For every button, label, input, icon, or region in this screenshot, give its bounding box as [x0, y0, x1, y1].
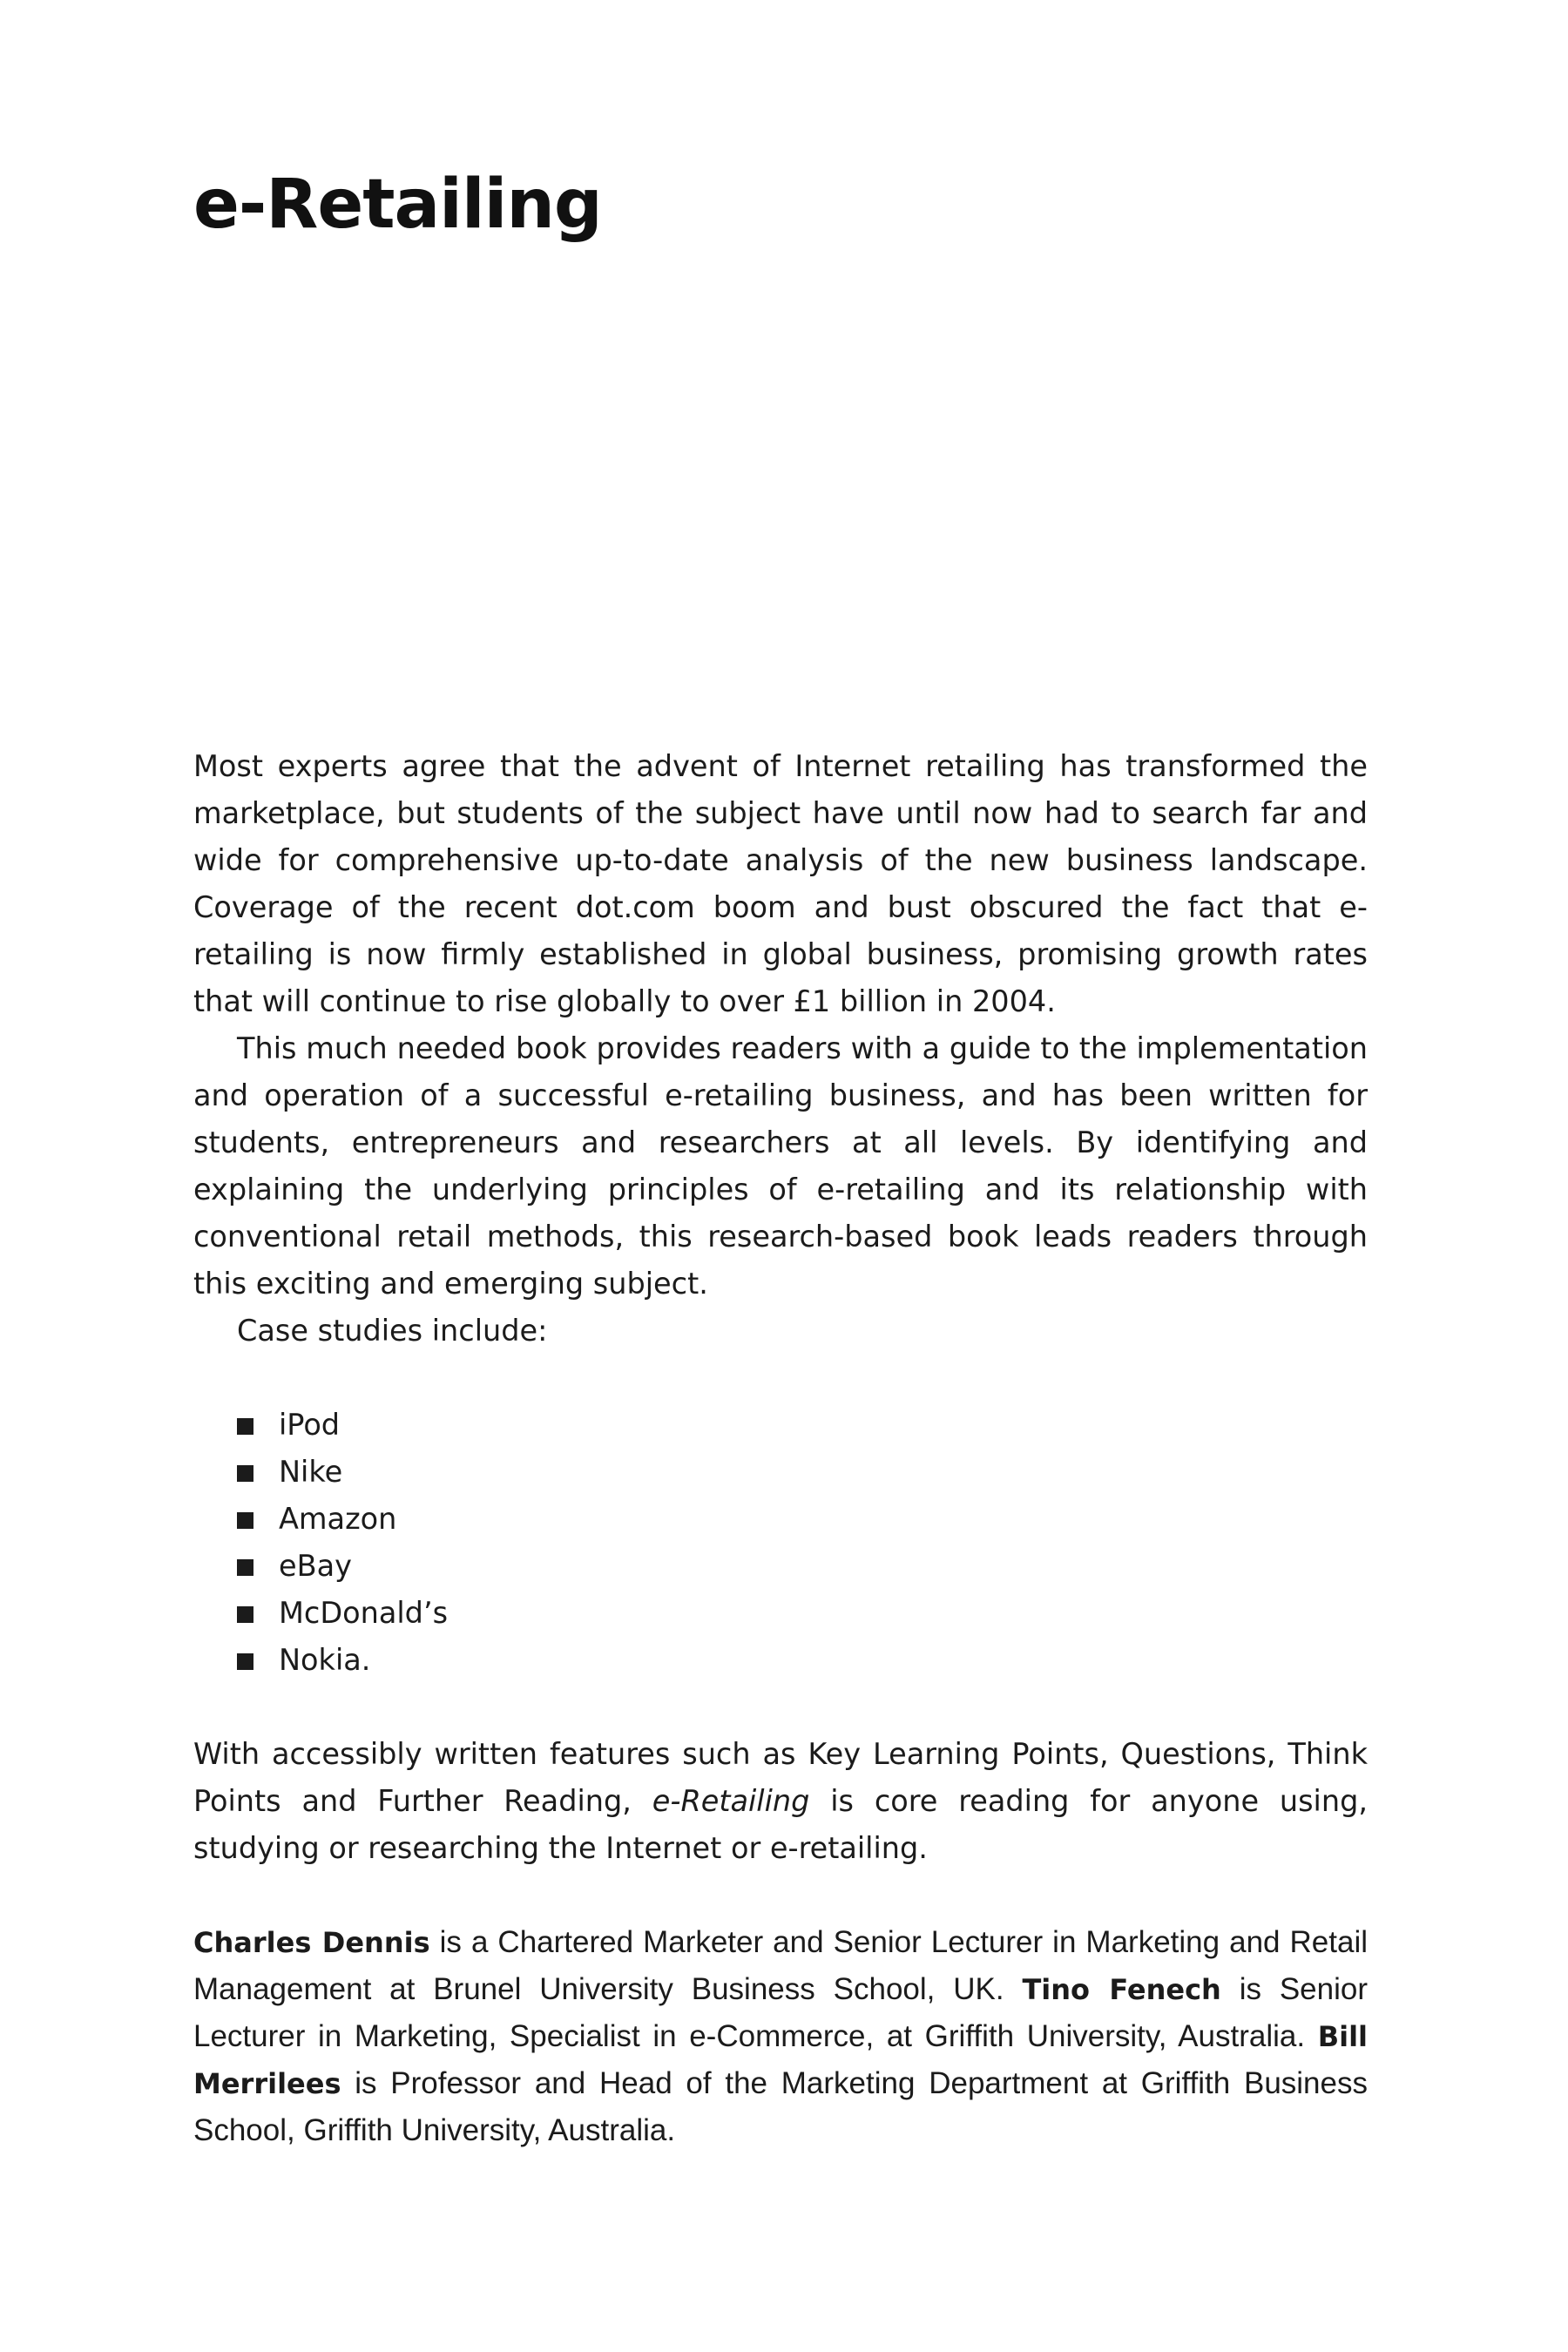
intro-paragraph-1: Most experts agree that the advent of Internet retailing has transformed the marketplace, but students of the subject have until now had to search far and wide for comprehensive up-to-date analysis of the new business landscape. Coverage of the recent dot.com boom and bust obscured the fact that e-retailing is now firmly established in global business, promising growth rates that will continue to rise globally to over £1 billion in 2004. [193, 749, 1368, 1018]
case-studies-list [237, 1402, 1368, 1684]
book-title-italic: e-Retailing [652, 1784, 810, 1818]
list-item: Nike [237, 1449, 1368, 1496]
page-title: e-Retailing [193, 166, 602, 244]
square-bullet-icon [237, 1559, 253, 1576]
author-name: Charles Dennis [193, 1926, 430, 1959]
list-item: Amazon [237, 1496, 1368, 1543]
square-bullet-icon [237, 1606, 253, 1623]
intro-paragraph-2: This much needed book provides readers with a guide to the implementation and operation of a successful e-retailing business, and has been written for students, entrepreneurs and researchers at all levels. By identifying and explaining the underlying principles of e-retailing and its relationship with conventional retail methods, this research-based book leads readers through this exciting and emerging subject. [193, 1031, 1368, 1301]
square-bullet-icon [237, 1653, 253, 1670]
list-item: Nokia. [237, 1637, 1368, 1684]
author-name: Tino Fenech [1022, 1973, 1221, 2006]
square-bullet-icon [237, 1418, 253, 1435]
case-studies-intro: Case studies include: [237, 1314, 548, 1348]
list-item: eBay [237, 1543, 1368, 1590]
author-name: Bill Merrilees [193, 2020, 1369, 2100]
square-bullet-icon [237, 1512, 253, 1529]
features-paragraph: With accessibly written features such as Key Learning Points, Questions, Think Points and Further Reading, e-Retailing is core reading for anyone using, studying or researching the Internet or e-retailing. [193, 1737, 1369, 1865]
list-item: iPod [237, 1402, 1368, 1449]
author-bios: Charles Dennis is a Chartered Marketer and Senior Lecturer in Marketing and Retail Management at Brunel University Business School, UK. Tino Fenech is Senior Lecturer in Marketing, Specialist in e-Commerce, at Griffith University, Australia. Bill Merrilees is Professor and Head of the Marketing Department at Griffith Business School, Griffith University, Australia. [193, 1925, 1369, 2147]
description-body [193, 743, 1368, 2154]
list-item: McDonald’s [237, 1590, 1368, 1637]
square-bullet-icon [237, 1465, 253, 1482]
